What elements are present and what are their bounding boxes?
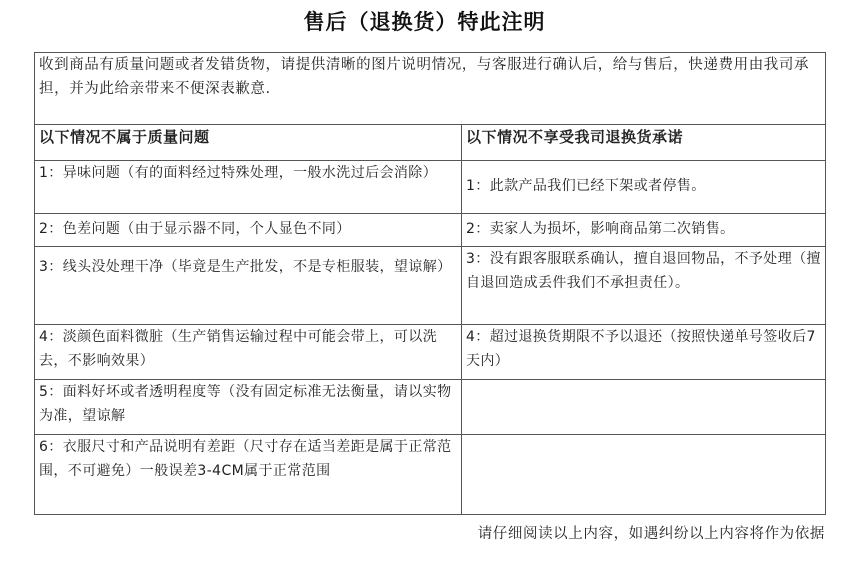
left-item: 3：线头没处理干净（毕竟是生产批发，不是专柜服装，望谅解） bbox=[35, 247, 462, 325]
table-row bbox=[35, 380, 826, 435]
intro-text: 收到商品有质量问题或者发错货物，请提供清晰的图片说明情况，与客服进行确认后，给与售后，快递费用由我司承担，并为此给亲带来不便深表歉意. bbox=[35, 53, 826, 125]
right-item: 4：超过退换货期限不予以退还（按照快递单号签收后7天内） bbox=[462, 325, 826, 380]
left-item: 6：衣服尺寸和产品说明有差距（尺寸存在适当差距是属于正常范围，不可避免）一般误差3-4CM属于正常范围 bbox=[35, 435, 462, 515]
left-item: 1：异味问题（有的面料经过特殊处理，一般水洗过后会消除） bbox=[35, 161, 462, 214]
left-item: 2：色差问题（由于显示器不同，个人显色不同） bbox=[35, 214, 462, 247]
left-item: 5：面料好坏或者透明程度等（没有固定标准无法衡量，请以实物为准，望谅解 bbox=[35, 380, 462, 435]
table-row bbox=[35, 214, 826, 247]
table-row bbox=[35, 161, 826, 214]
intro-row bbox=[35, 53, 826, 125]
header-row bbox=[35, 125, 826, 161]
page-title: 售后（退换货）特此注明 bbox=[303, 10, 546, 34]
left-item: 4：淡颜色面料微脏（生产销售运输过程中可能会带上，可以洗去，不影响效果） bbox=[35, 325, 462, 380]
table-row bbox=[35, 247, 826, 325]
right-item: 3：没有跟客服联系确认，擅自退回物品，不予处理（擅自退回造成丢件我们不承担责任）。 bbox=[462, 247, 826, 325]
column-header-no-return-promise: 以下情况不享受我司退换货承诺 bbox=[462, 125, 826, 161]
after-sales-notice-table bbox=[34, 52, 826, 515]
right-item: 1：此款产品我们已经下架或者停售。 bbox=[462, 161, 826, 214]
table-row bbox=[35, 325, 826, 380]
column-header-not-quality-issue: 以下情况不属于质量问题 bbox=[35, 125, 462, 161]
table-row bbox=[35, 435, 826, 515]
right-item bbox=[462, 380, 826, 435]
right-item: 2：卖家人为损坏，影响商品第二次销售。 bbox=[462, 214, 826, 247]
footer-note: 请仔细阅读以上内容，如遇纠纷以上内容将作为依据 bbox=[477, 526, 825, 542]
right-item bbox=[462, 435, 826, 515]
